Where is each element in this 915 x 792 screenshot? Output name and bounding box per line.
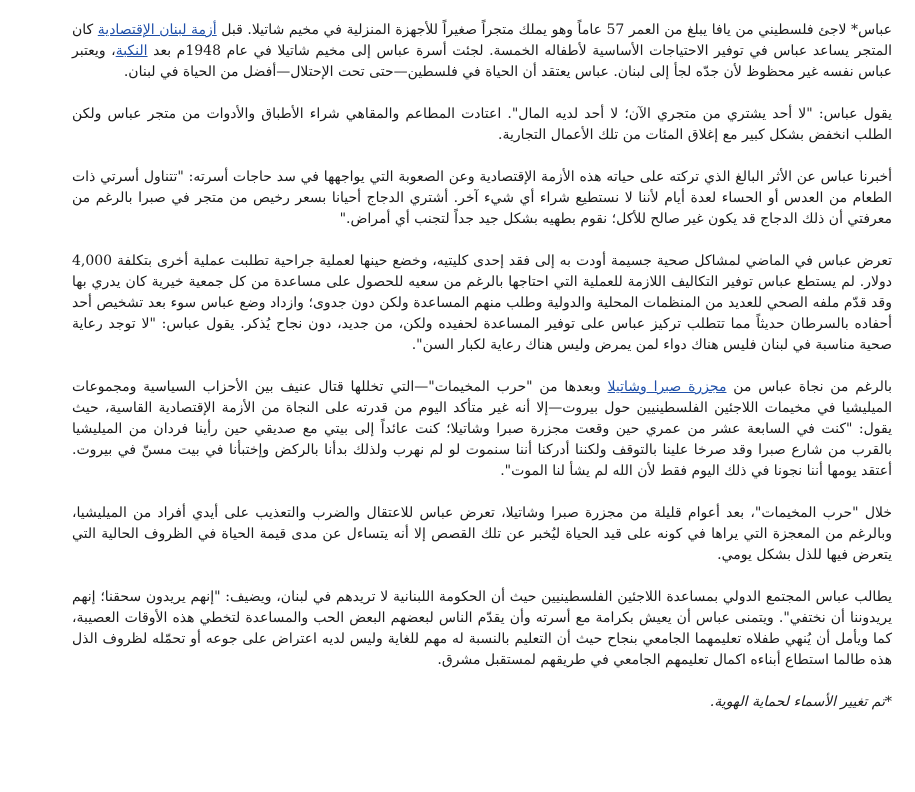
link-lebanon-economic-crisis[interactable]: أزمة لبنان الإقتصادية — [97, 22, 217, 38]
paragraph-text: وبعدها من "حرب المخيمات"—التي تخللها قتال عنيف بين الأحزاب السياسية ومجموعات الميليشيا في مخيمات اللاجئين الفلسطينيين حول بيروت—إلا أنه غير متأكد اليوم من قدرته على النجاة من الأزمة الإقتصادية القاسية، حيث يقول: "كنت في السابعة عشر من عمري حين وقعت مجزرة صبرا وشاتيلا؛ كنت عائداً إلى بيتي مع صديقي حين رأينا فردان من الميليشيا بالقرب من شارع صبرا وقد صرخا علينا بالتوقف ولكننا أدركنا أننا سنموت لو لم نهرب ولذلك بدأنا بالركض وإختبأنا في بيت مسنّ في بيروت. أعتقد يومها أننا نجونا في ذلك اليوم فقط لأن الله لم يشأ لنا الموت". — [72, 379, 893, 479]
link-sabra-shatila-massacre[interactable]: مجزرة صبرا وشاتيلا — [607, 379, 727, 395]
paragraph-text: عباس* لاجئ فلسطيني من يافا يبلغ من العمر 57 عاماً وهو يملك متجراً صغيراً للأجهزة المنزلية في مخيم شاتيلا. قبل — [216, 22, 892, 38]
paragraph-5 — [72, 377, 892, 482]
paragraph-text: تعرض عباس في الماضي لمشاكل صحية جسيمة أودت به إلى فقد إحدى كليتيه، وخضع حينها لعملية جراحية تطلبت عملية أخرى بتكلفة 4,000 دولار. لم يستطع عباس توفير التكاليف اللازمة للعملية التي احتاجها بالرغم من سعيه للحصول على مساعدة من كل جمعية خيرية كان يدري بها وقد قدّم ملفه الصحي للعديد من المنظمات المحلية والدولية وطلب منهم المساعدة ولكن دون جدوى؛ وازداد وضع عباس سوء بعد تشخيص أحد أحفاده بالسرطان حديثاً مما تتطلب تركيز عباس على توفير المساعدة لحفيده ولكن، من جديد، دون نجاح يُذكر. يقول عباس: "لا توجد رعاية صحية مناسبة في لبنان فليس هناك دواء لمن يمرض وليس هناك رعاية لكبار السن". — [72, 253, 892, 353]
paragraph-text: يقول عباس: "لا أحد يشتري من متجري الآن؛ لا أحد لديه المال". اعتادت المطاعم والمقاهي شراء الأطباق والأدوات من متجر عباس ولكن الطلب انخفض بشكل كبير مع إغلاق المئات من تلك الأعمال التجارية. — [72, 106, 893, 143]
paragraph-7 — [72, 587, 892, 671]
paragraph-3 — [72, 167, 892, 230]
paragraph-6 — [72, 503, 892, 566]
paragraph-4 — [72, 251, 892, 356]
link-nakba[interactable]: النكبة — [115, 43, 148, 59]
paragraph-text: خلال "حرب المخيمات"، بعد أعوام قليلة من مجزرة صبرا وشاتيلا، تعرض عباس للاعتقال والضرب والتعذيب على أيدي أفراد من الميليشيا، وبالرغم من المعجزة التي يراها في كونه على قيد الحياة ليُخبر عن تلك القصص إلا أنه يتساءل عن مدى قيمة الحياة في الظروف الحالية التي يتعرض فيها للذل بشكل يومي. — [72, 505, 892, 563]
footnote: *تم تغيير الأسماء لحماية الهوية. — [709, 694, 892, 710]
paragraph-text: كان المتجر يساعد عباس في توفير الاحتياجات الأساسية لأطفاله الخمسة. لجئت أسرة عباس إلى مخيم شاتيلا في عام 1948م بعد — [72, 22, 892, 59]
article-body — [72, 20, 892, 734]
paragraph-text: أخبرنا عباس عن الأثر البالغ الذي تركته على حياته هذه الأزمة الإقتصادية وعن الصعوبة التي يواجهها في سد حاجات أسرته: "تتناول أسرتي ذات الطعام من العدس أو الحساء لعدة أيام لأننا لا نستطيع شراء أي شيء آخر. أشتري الدجاج أحيانا بسعر رخيص من متجر في صبرا بالرغم من معرفتي أن ذلك الدجاج قد يكون غير صالح للأكل؛ نقوم بطهيه بشكل جيد جداً لتجنب أي أمراض." — [72, 169, 892, 227]
paragraph-2 — [72, 104, 892, 146]
paragraph-text: بالرغم من نجاة عباس من — [726, 379, 892, 395]
paragraph-1 — [72, 20, 892, 83]
paragraph-text: يطالب عباس المجتمع الدولي بمساعدة اللاجئين الفلسطينيين حيث أن الحكومة اللبنانية لا تريدهم في لبنان، ويضيف: "إنهم يريدون سحقنا؛ إنهم يريدوننا أن نختفي". ويتمنى عباس أن يعيش بكرامة مع أسرته وأن يقدّم الناس لبعضهم البعض الحب والمساعدة لتخطي هذه الأوقات العصيبة، كما ويأمل أن يُنهي طفلاه تعليمهما الجامعي بنجاح حيث أن التعليم بالنسبة له مهم للغاية وليس لديه اعتراض على جوعه أو تحمّله لظروف الذل هذه طالما استطاع أبناءه اكمال تعليمهم الجامعي في طريقهم لمستقبل مشرق. — [72, 589, 892, 668]
paragraph-text: ، ويعتبر عباس نفسه غير محظوظ لأن جدّه لجأ إلى لبنان. عباس يعتقد أن الحياة في فلسطين—حتى تحت الإحتلال—أفضل من الحياة في لبنان. — [72, 43, 892, 80]
